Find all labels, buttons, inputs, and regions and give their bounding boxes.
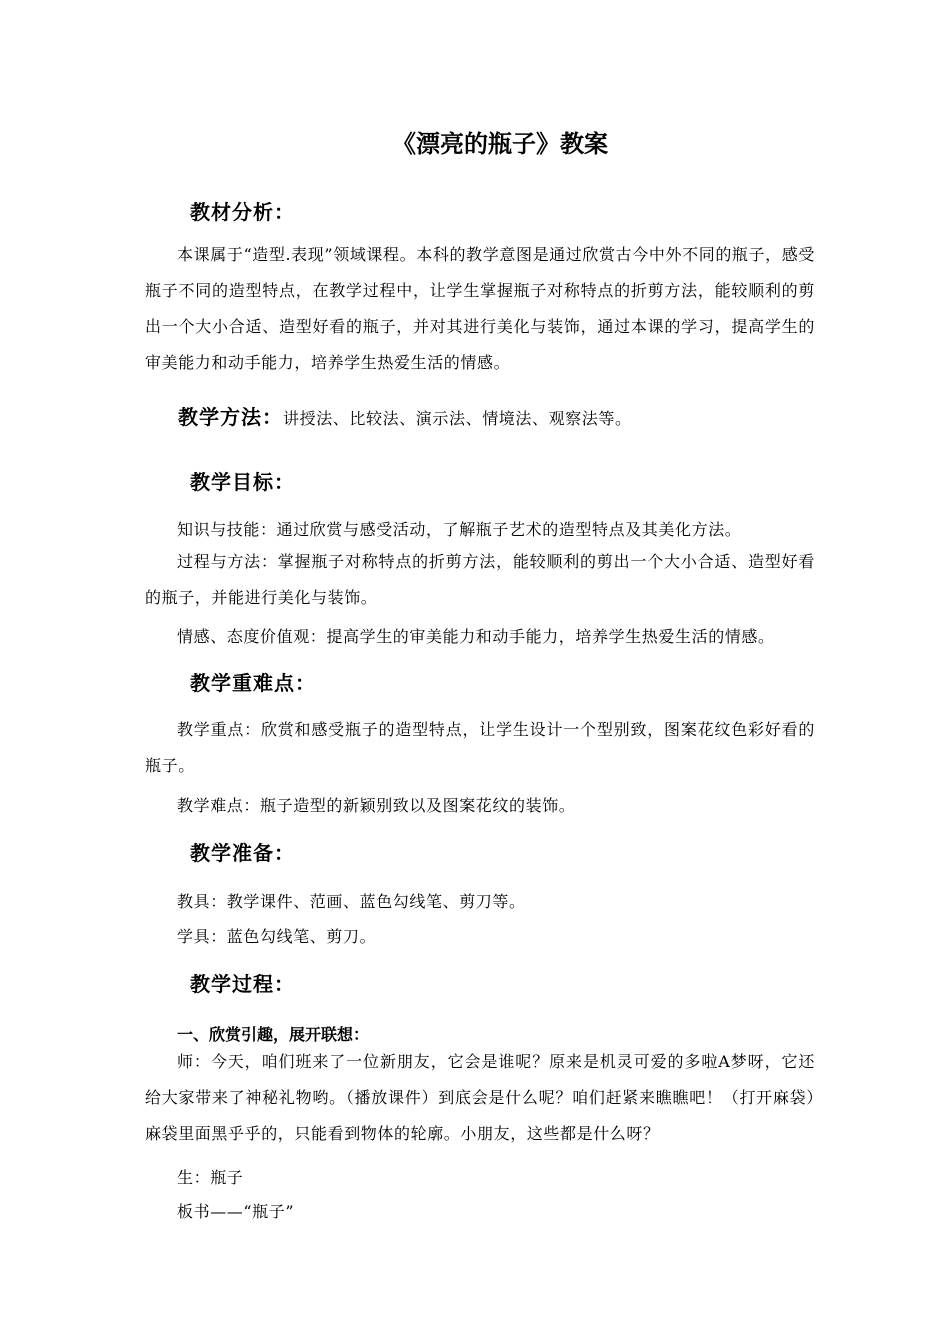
process-teacher-talk: 师：今天，咱们班来了一位新朋友，它会是谁呢？原来是机灵可爱的多啦A梦呀，它还给大家带来了神秘礼物哟。（播放课件）到底会是什么呢？咱们赶紧来瞧瞧吧！（打开麻袋）麻袋里面黑乎乎的，只能看到物体的轮廓。小朋友，这些都是什么呀？ <box>145 1052 815 1143</box>
heading-process: 教学过程： <box>190 972 295 996</box>
prep-student: 学具：蓝色勾线笔、剪刀。 <box>177 927 377 946</box>
heading-method: 教学方法： <box>178 405 283 429</box>
heading-key-points: 教学重难点： <box>190 671 316 695</box>
goal-knowledge: 知识与技能：通过欣赏与感受活动，了解瓶子艺术的造型特点及其美化方法。 <box>177 520 742 539</box>
heading-analysis: 教材分析： <box>190 200 295 224</box>
heading-goals: 教学目标： <box>190 470 295 494</box>
key-focus: 教学重点：欣赏和感受瓶子的造型特点，让学生设计一个型别致，图案花纹色彩好看的瓶子。 <box>145 720 815 775</box>
analysis-paragraph: 本课属于“造型.表现”领域课程。本科的教学意图是通过欣赏古今中外不同的瓶子，感受瓶子不同的造型特点，在教学过程中，让学生掌握瓶子对称特点的折剪方法，能较顺利的剪出一个大小合适、造型好看的瓶子，并对其进行美化与装饰，通过本课的学习，提高学生的审美能力和动手能力，培养学生热爱生活的情感。 <box>145 245 815 372</box>
goal-process: 过程与方法：掌握瓶子对称特点的折剪方法，能较顺利的剪出一个大小合适、造型好看的瓶子，并能进行美化与装饰。 <box>145 552 815 607</box>
method-text: 讲授法、比较法、演示法、情境法、观察法等。 <box>283 409 632 428</box>
method-line <box>178 401 632 430</box>
goal-emotion: 情感、态度价值观：提高学生的审美能力和动手能力，培养学生热爱生活的情感。 <box>177 627 775 646</box>
heading-preparation: 教学准备： <box>190 841 295 865</box>
process-board: 板书——“瓶子” <box>177 1202 295 1221</box>
process-student-answer: 生：瓶子 <box>177 1168 244 1187</box>
prep-teacher: 教具：教学课件、范画、蓝色勾线笔、剪刀等。 <box>177 892 526 911</box>
process-step1-title: 一、欣赏引趣，展开联想： <box>177 1025 370 1044</box>
key-difficulty: 教学难点：瓶子造型的新颖别致以及图案花纹的装饰。 <box>177 796 576 815</box>
document-title: 《漂亮的瓶子》教案 <box>392 129 608 158</box>
